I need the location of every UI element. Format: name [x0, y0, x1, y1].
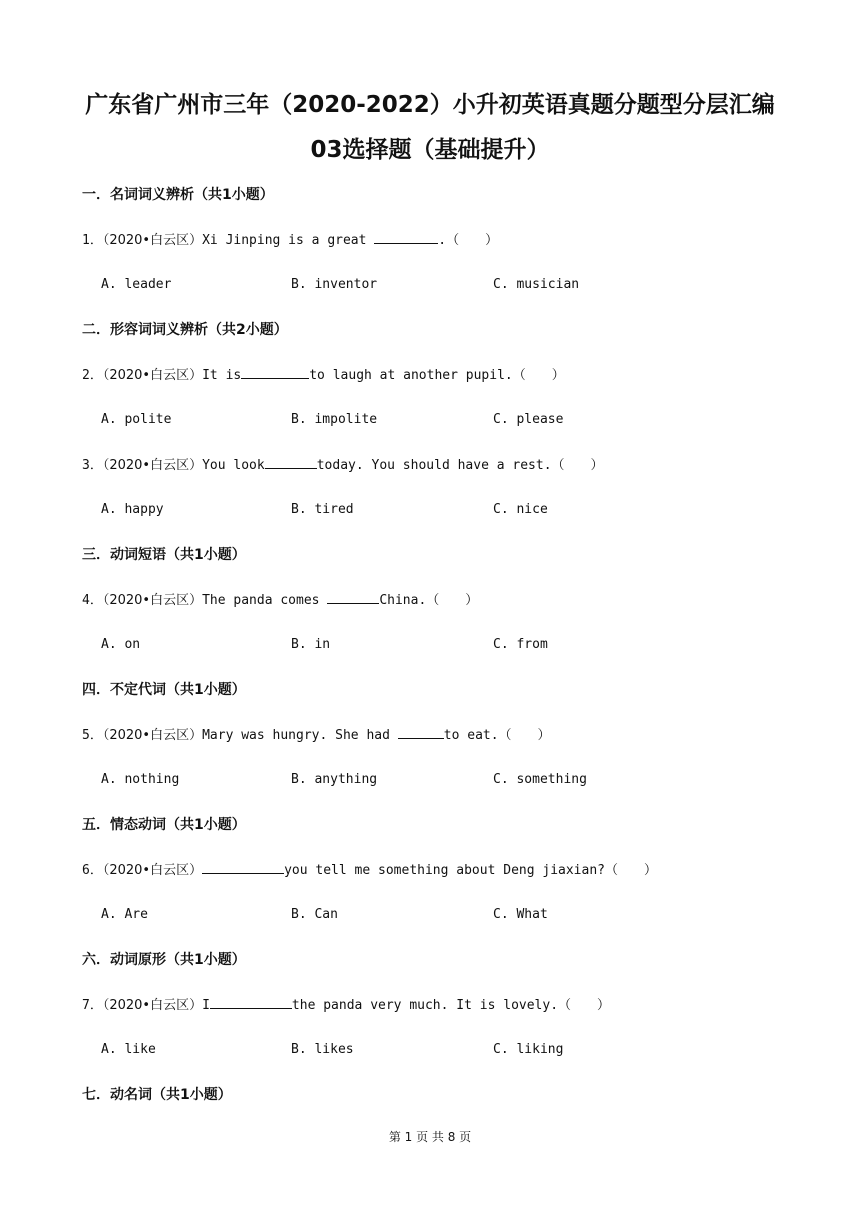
section-heading: 三．动词短语（共1小题）: [82, 547, 246, 563]
option-c: C. from: [493, 637, 548, 652]
question-text-pre: It is: [202, 368, 242, 383]
question-text-post: China.（ ）: [379, 593, 479, 608]
option-a: A. Are: [101, 907, 148, 922]
section-heading: 六．动词原形（共1小题）: [82, 952, 246, 968]
page-footer: 第 1 页 共 8 页: [388, 1130, 472, 1144]
answer-blank: [265, 456, 317, 469]
question-number: 5．: [82, 728, 103, 743]
question-text-pre: I: [202, 998, 210, 1013]
question-text-pre: Xi Jinping is a great: [202, 233, 375, 248]
answer-blank: [210, 996, 292, 1009]
question-source: （2020•白云区）: [102, 863, 203, 878]
document-title-line2: 03选择题（基础提升）: [310, 137, 550, 163]
answer-blank: [398, 726, 444, 739]
option-c: C. please: [493, 412, 564, 427]
question-source: （2020•白云区）: [102, 593, 203, 608]
option-a: A. leader: [101, 277, 172, 292]
option-c: C. What: [493, 907, 548, 922]
option-c: C. musician: [493, 277, 580, 292]
question-text-pre: You look: [202, 458, 265, 473]
question-text-pre: The panda comes: [202, 593, 328, 608]
question-number: 6．: [82, 863, 103, 878]
question-number: 4．: [82, 593, 103, 608]
option-b: B. in: [291, 637, 331, 652]
question-source: （2020•白云区）: [102, 233, 203, 248]
question-text-post: today. You should have a rest.（ ）: [316, 458, 604, 473]
section-heading: 二．形容词词义辨析（共2小题）: [82, 322, 288, 338]
document-title-line1: 广东省广州市三年（2020-2022）小升初英语真题分题型分层汇编: [85, 92, 775, 118]
question-5: [82, 726, 551, 745]
question-text-post: .（ ）: [438, 233, 499, 248]
question-source: （2020•白云区）: [102, 368, 203, 383]
question-4: [82, 591, 478, 610]
question-source: （2020•白云区）: [102, 998, 203, 1013]
section-heading: 一．名词词义辨析（共1小题）: [82, 187, 274, 203]
question-3: [82, 456, 604, 475]
question-source: （2020•白云区）: [102, 458, 203, 473]
option-c: C. liking: [493, 1042, 564, 1057]
question-number: 7．: [82, 998, 103, 1013]
question-text-post: to eat.（ ）: [443, 728, 551, 743]
option-b: B. likes: [291, 1042, 354, 1057]
question-text-post: to laugh at another pupil.（ ）: [309, 368, 565, 383]
question-1: [82, 231, 498, 250]
option-b: B. Can: [291, 907, 338, 922]
section-heading: 五．情态动词（共1小题）: [82, 817, 246, 833]
question-text-pre: Mary was hungry. She had: [202, 728, 398, 743]
answer-blank: [327, 591, 379, 604]
section-heading: 四．不定代词（共1小题）: [82, 682, 246, 698]
question-number: 2．: [82, 368, 103, 383]
option-b: B. anything: [291, 772, 378, 787]
option-b: B. inventor: [291, 277, 378, 292]
question-number: 3．: [82, 458, 103, 473]
option-c: C. something: [493, 772, 587, 787]
question-number: 1．: [82, 233, 103, 248]
answer-blank: [202, 861, 284, 874]
option-a: A. happy: [101, 502, 164, 517]
answer-blank: [374, 231, 438, 244]
option-a: A. like: [101, 1042, 156, 1057]
option-b: B. tired: [291, 502, 354, 517]
option-c: C. nice: [493, 502, 548, 517]
option-a: A. on: [101, 637, 141, 652]
question-source: （2020•白云区）: [102, 728, 203, 743]
question-text-post: you tell me something about Deng jiaxian?（ ）: [284, 863, 657, 878]
question-2: [82, 366, 565, 385]
answer-blank: [241, 366, 309, 379]
option-b: B. impolite: [291, 412, 378, 427]
question-7: [82, 996, 610, 1015]
option-a: A. polite: [101, 412, 172, 427]
question-6: [82, 861, 657, 880]
option-a: A. nothing: [101, 772, 180, 787]
section-heading: 七．动名词（共1小题）: [82, 1087, 232, 1103]
question-text-post: the panda very much. It is lovely.（ ）: [291, 998, 611, 1013]
